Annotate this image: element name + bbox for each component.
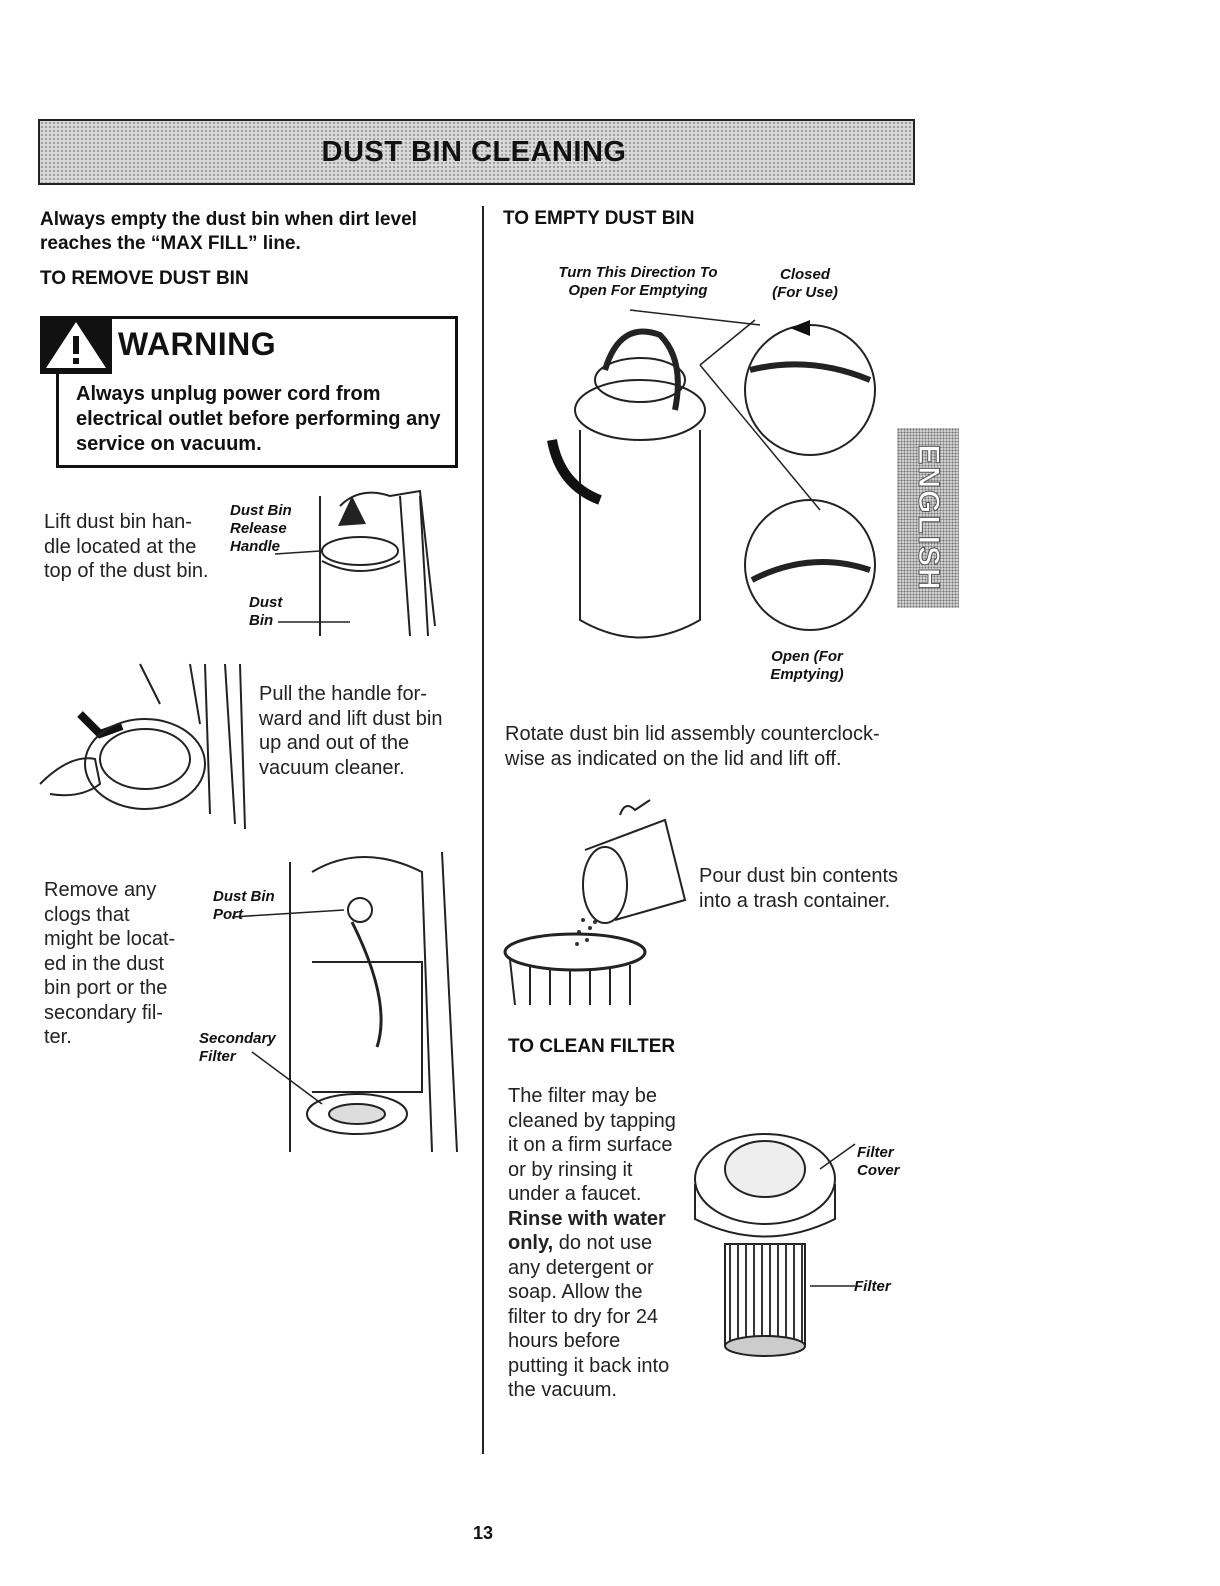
- handle-illustration: [310, 486, 450, 646]
- pull-illustration: [40, 664, 260, 834]
- label-turn-direction: Turn This Direction To Open For Emptying: [558, 264, 718, 299]
- clean-text-a: The filter may be cleaned by tapping it on a firm surface or by rinsing it under a faucet.: [508, 1085, 676, 1205]
- page-number: 13: [472, 1523, 494, 1543]
- column-divider: [482, 206, 484, 1454]
- clean-text: [508, 1084, 678, 1403]
- pour-illustration: [505, 780, 685, 1010]
- step2-text: Pull the handle for-ward and lift dust bin up and out of the vacuum cleaner.: [259, 683, 443, 779]
- pour-text: Pour dust bin contents into a trash container.: [699, 865, 899, 912]
- clean-heading: TO CLEAN FILTER: [508, 1036, 676, 1057]
- warning-title: WARNING: [118, 326, 277, 362]
- clean-text-b: do not use any detergent or soap. Allow the filter to dry for 24 hours before putting it back into the vacuum.: [508, 1232, 670, 1401]
- label-dust-bin-port: Dust Bin Port: [213, 888, 275, 923]
- step3-text: Remove any clogs that might be locat-ed in the dust bin port or the secondary fil-ter.: [44, 879, 176, 1048]
- label-secondary-filter: Secondary Filter: [199, 1030, 276, 1065]
- label-filter-cover: Filter Cover: [857, 1144, 900, 1179]
- label-closed: Closed (For Use): [772, 266, 838, 301]
- label-release-handle: Dust Bin Release Handle: [230, 502, 292, 555]
- label-dust-bin: Dust Bin: [249, 594, 283, 629]
- warning-top-rule: [112, 316, 458, 319]
- section-banner: [38, 119, 915, 185]
- bin-rotate-illustration: [540, 300, 880, 660]
- label-open: Open (For Emptying): [770, 648, 844, 683]
- remove-heading: TO REMOVE DUST BIN: [40, 268, 249, 289]
- clean-text-bold: Rinse with water only,: [508, 1207, 666, 1254]
- step1-text: Lift dust bin han-dle located at the top of the dust bin.: [44, 511, 209, 582]
- rotate-text: Rotate dust bin lid assembly counterclock-wise as indicated on the lid and lift off.: [505, 723, 880, 770]
- empty-heading: TO EMPTY DUST BIN: [503, 208, 695, 229]
- port-illustration: [282, 852, 462, 1157]
- language-tab-label: ENGLISH: [912, 444, 945, 592]
- page-title: DUST BIN CLEANING: [321, 135, 627, 168]
- warning-text: Always unplug power cord from electrical outlet before performing any service on vacuum.: [76, 383, 441, 455]
- language-tab: [897, 428, 959, 608]
- intro-text: Always empty the dust bin when dirt level reaches the “MAX FILL” line.: [40, 209, 417, 254]
- warning-icon: [40, 316, 112, 374]
- filter-illustration: [690, 1124, 850, 1364]
- label-filter: Filter: [854, 1278, 891, 1295]
